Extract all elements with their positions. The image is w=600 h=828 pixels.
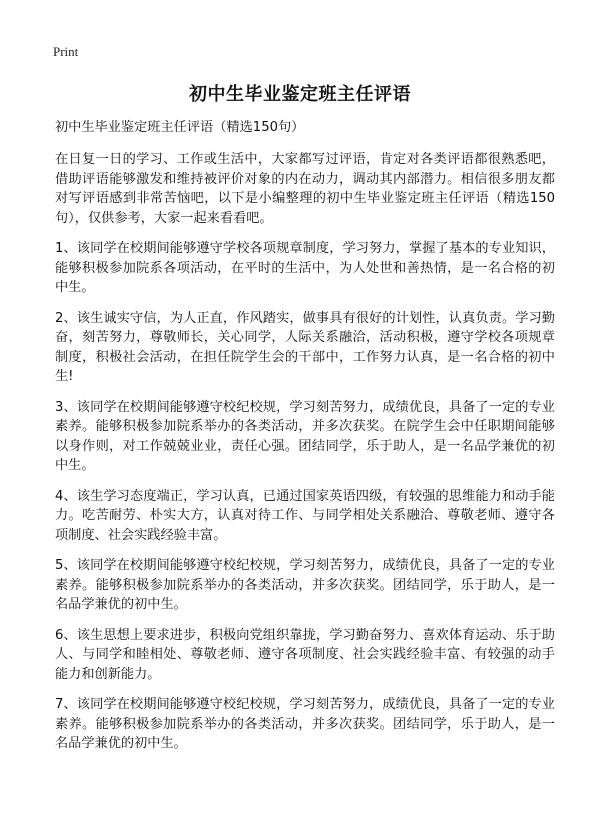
- print-link[interactable]: Print: [53, 44, 79, 59]
- comment-paragraph-7: 7、该同学在校期间能够遵守校纪校规，学习刻苦努力，成绩优良，具备了一定的专业素养。能够积极参加院系举办的各类活动，并多次获奖。团结同学，乐于助人，是一名品学兼优的初中生。: [55, 697, 555, 751]
- document-body: [55, 118, 555, 765]
- page-title: 初中生毕业鉴定班主任评语: [189, 84, 411, 105]
- comment-paragraph-2: 2、该生诚实守信，为人正直，作风踏实，做事具有很好的计划性，认真负责。学习勤奋，刻苦努力，尊敬师长，关心同学，人际关系融洽，活动积极，遵守学校各项规章制度，积极社会活动，在担任院学生会的干部中，工作努力认真，是一名合格的初中生!: [55, 310, 555, 384]
- intro-paragraph: 在日复一日的学习、工作或生活中，大家都写过评语，肯定对各类评语都很熟悉吧，借助评语能够激发和维持被评价对象的内在动力，调动其内部潜力。相信很多朋友都对写评语感到非常苦恼吧，以下是小编整理的初中生毕业鉴定班主任评语（精选150句），仅供参考，大家一起来看看吧。: [55, 152, 555, 226]
- comment-paragraph-3: 3、该同学在校期间能够遵守校纪校规，学习刻苦努力，成绩优良，具备了一定的专业素养。能够积极参加院系举办的各类活动，并多次获奖。在院学生会中任职期间能够以身作则，对工作兢兢业业，责任心强。团结同学，乐于助人，是一名品学兼优的初中生。: [55, 399, 555, 473]
- document-subtitle: 初中生毕业鉴定班主任评语（精选150句）: [55, 120, 305, 135]
- comment-paragraph-5: 5、该同学在校期间能够遵守校纪校规，学习刻苦努力，成绩优良，具备了一定的专业素养。能够积极参加院系举办的各类活动，并多次获奖。团结同学，乐于助人，是一名品学兼优的初中生。: [55, 558, 555, 612]
- comment-paragraph-1: 1、该同学在校期间能够遵守学校各项规章制度，学习努力，掌握了基本的专业知识，能够积极参加院系各项活动，在平时的生活中，为人处世和善热情，是一名合格的初中生。: [55, 241, 555, 295]
- comment-paragraph-4: 4、该生学习态度端正，学习认真，已通过国家英语四级，有较强的思维能力和动手能力。吃苦耐劳、朴实大方，认真对待工作、与同学相处关系融洽、尊敬老师、遵守各项制度、社会实践经验丰富。: [55, 488, 555, 543]
- comment-paragraph-6: 6、该生思想上要求进步，积极向党组织靠拢，学习勤奋努力、喜欢体育运动、乐于助人、与同学和睦相处、尊敬老师、遵守各项制度、社会实践经验丰富、有较强的动手能力和创新能力。: [55, 627, 555, 682]
